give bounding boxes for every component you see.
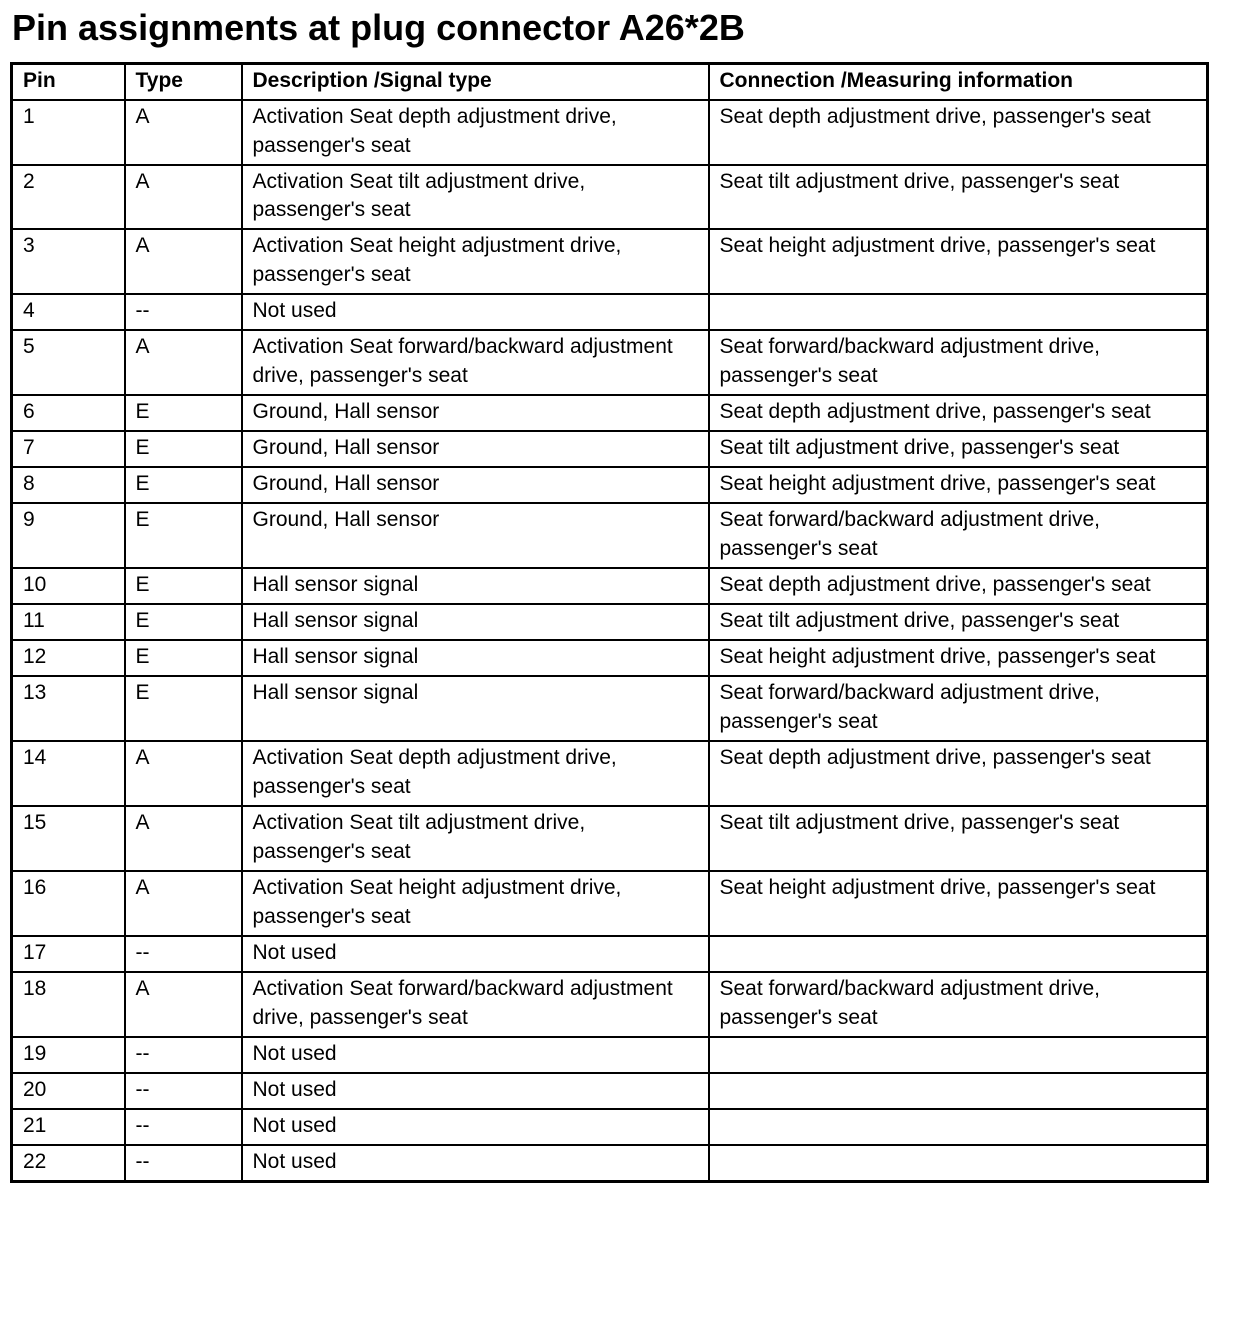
cell-description: Ground, Hall sensor [242, 431, 709, 467]
cell-pin: 11 [12, 604, 125, 640]
cell-pin: 9 [12, 503, 125, 568]
cell-connection: Seat height adjustment drive, passenger's seat [709, 229, 1208, 294]
table-header-row [12, 63, 1208, 99]
cell-description: Activation Seat tilt adjustment drive, passenger's seat [242, 165, 709, 230]
cell-description: Activation Seat forward/backward adjustment drive, passenger's seat [242, 330, 709, 395]
cell-description: Activation Seat forward/backward adjustment drive, passenger's seat [242, 972, 709, 1037]
table-row [12, 294, 1208, 330]
cell-connection: Seat height adjustment drive, passenger's seat [709, 640, 1208, 676]
cell-connection: Seat depth adjustment drive, passenger's seat [709, 568, 1208, 604]
cell-description: Ground, Hall sensor [242, 503, 709, 568]
cell-connection: Seat tilt adjustment drive, passenger's seat [709, 806, 1208, 871]
cell-pin: 20 [12, 1073, 125, 1109]
cell-pin: 17 [12, 936, 125, 972]
cell-connection: Seat forward/backward adjustment drive, passenger's seat [709, 972, 1208, 1037]
column-header-pin: Pin [12, 63, 125, 99]
table-row [12, 431, 1208, 467]
cell-connection: Seat depth adjustment drive, passenger's seat [709, 395, 1208, 431]
cell-description: Not used [242, 936, 709, 972]
cell-connection: Seat forward/backward adjustment drive, passenger's seat [709, 676, 1208, 741]
table-row [12, 871, 1208, 936]
cell-description: Not used [242, 1109, 709, 1145]
cell-pin: 14 [12, 741, 125, 806]
cell-description: Hall sensor signal [242, 676, 709, 741]
cell-type: -- [125, 1109, 242, 1145]
column-header-connection: Connection /Measuring information [709, 63, 1208, 99]
cell-type: -- [125, 936, 242, 972]
cell-pin: 18 [12, 972, 125, 1037]
cell-connection [709, 1073, 1208, 1109]
table-row [12, 1145, 1208, 1181]
cell-pin: 16 [12, 871, 125, 936]
cell-pin: 22 [12, 1145, 125, 1181]
cell-pin: 19 [12, 1037, 125, 1073]
cell-type: A [125, 330, 242, 395]
cell-connection [709, 1109, 1208, 1145]
cell-connection [709, 294, 1208, 330]
cell-type: A [125, 806, 242, 871]
table-row [12, 741, 1208, 806]
cell-type: A [125, 741, 242, 806]
cell-connection: Seat tilt adjustment drive, passenger's seat [709, 604, 1208, 640]
table-row [12, 229, 1208, 294]
pin-assignment-table [10, 62, 1209, 1183]
cell-description: Hall sensor signal [242, 640, 709, 676]
cell-pin: 7 [12, 431, 125, 467]
cell-type: -- [125, 1073, 242, 1109]
page-title: Pin assignments at plug connector A26*2B [12, 7, 745, 48]
cell-pin: 3 [12, 229, 125, 294]
column-header-type: Type [125, 63, 242, 99]
table-body [12, 100, 1208, 1182]
cell-description: Activation Seat depth adjustment drive, passenger's seat [242, 100, 709, 165]
table-row [12, 1109, 1208, 1145]
cell-connection: Seat depth adjustment drive, passenger's seat [709, 100, 1208, 165]
cell-description: Hall sensor signal [242, 568, 709, 604]
table-row [12, 604, 1208, 640]
cell-description: Not used [242, 1037, 709, 1073]
cell-type: -- [125, 1037, 242, 1073]
cell-connection: Seat forward/backward adjustment drive, passenger's seat [709, 330, 1208, 395]
table-row [12, 1073, 1208, 1109]
cell-description: Activation Seat height adjustment drive, passenger's seat [242, 229, 709, 294]
table-row [12, 936, 1208, 972]
cell-pin: 15 [12, 806, 125, 871]
cell-description: Not used [242, 1073, 709, 1109]
column-header-description: Description /Signal type [242, 63, 709, 99]
cell-pin: 8 [12, 467, 125, 503]
cell-description: Not used [242, 294, 709, 330]
cell-type: E [125, 395, 242, 431]
cell-pin: 13 [12, 676, 125, 741]
cell-type: A [125, 871, 242, 936]
cell-connection: Seat height adjustment drive, passenger's seat [709, 871, 1208, 936]
cell-type: A [125, 165, 242, 230]
table-row [12, 165, 1208, 230]
table-row [12, 467, 1208, 503]
table-row [12, 1037, 1208, 1073]
cell-type: E [125, 676, 242, 741]
cell-pin: 4 [12, 294, 125, 330]
cell-connection: Seat tilt adjustment drive, passenger's seat [709, 431, 1208, 467]
cell-connection [709, 1037, 1208, 1073]
cell-type: E [125, 568, 242, 604]
cell-type: A [125, 972, 242, 1037]
cell-type: -- [125, 1145, 242, 1181]
cell-description: Activation Seat tilt adjustment drive, passenger's seat [242, 806, 709, 871]
table-row [12, 676, 1208, 741]
cell-description: Activation Seat height adjustment drive, passenger's seat [242, 871, 709, 936]
table-row [12, 100, 1208, 165]
cell-pin: 21 [12, 1109, 125, 1145]
cell-type: A [125, 229, 242, 294]
table-row [12, 568, 1208, 604]
table-row [12, 806, 1208, 871]
cell-pin: 5 [12, 330, 125, 395]
cell-type: E [125, 640, 242, 676]
cell-pin: 6 [12, 395, 125, 431]
cell-pin: 12 [12, 640, 125, 676]
table-row [12, 640, 1208, 676]
table-row [12, 330, 1208, 395]
cell-type: E [125, 431, 242, 467]
cell-description: Ground, Hall sensor [242, 467, 709, 503]
cell-pin: 10 [12, 568, 125, 604]
cell-type: E [125, 604, 242, 640]
cell-type: -- [125, 294, 242, 330]
table-row [12, 395, 1208, 431]
cell-pin: 2 [12, 165, 125, 230]
cell-description: Activation Seat depth adjustment drive, passenger's seat [242, 741, 709, 806]
cell-connection: Seat height adjustment drive, passenger's seat [709, 467, 1208, 503]
cell-connection: Seat tilt adjustment drive, passenger's seat [709, 165, 1208, 230]
cell-connection [709, 936, 1208, 972]
cell-pin: 1 [12, 100, 125, 165]
table-row [12, 972, 1208, 1037]
cell-connection [709, 1145, 1208, 1181]
cell-type: A [125, 100, 242, 165]
cell-type: E [125, 467, 242, 503]
cell-description: Not used [242, 1145, 709, 1181]
table-row [12, 503, 1208, 568]
cell-type: E [125, 503, 242, 568]
cell-description: Hall sensor signal [242, 604, 709, 640]
cell-connection: Seat forward/backward adjustment drive, passenger's seat [709, 503, 1208, 568]
cell-description: Ground, Hall sensor [242, 395, 709, 431]
cell-connection: Seat depth adjustment drive, passenger's seat [709, 741, 1208, 806]
